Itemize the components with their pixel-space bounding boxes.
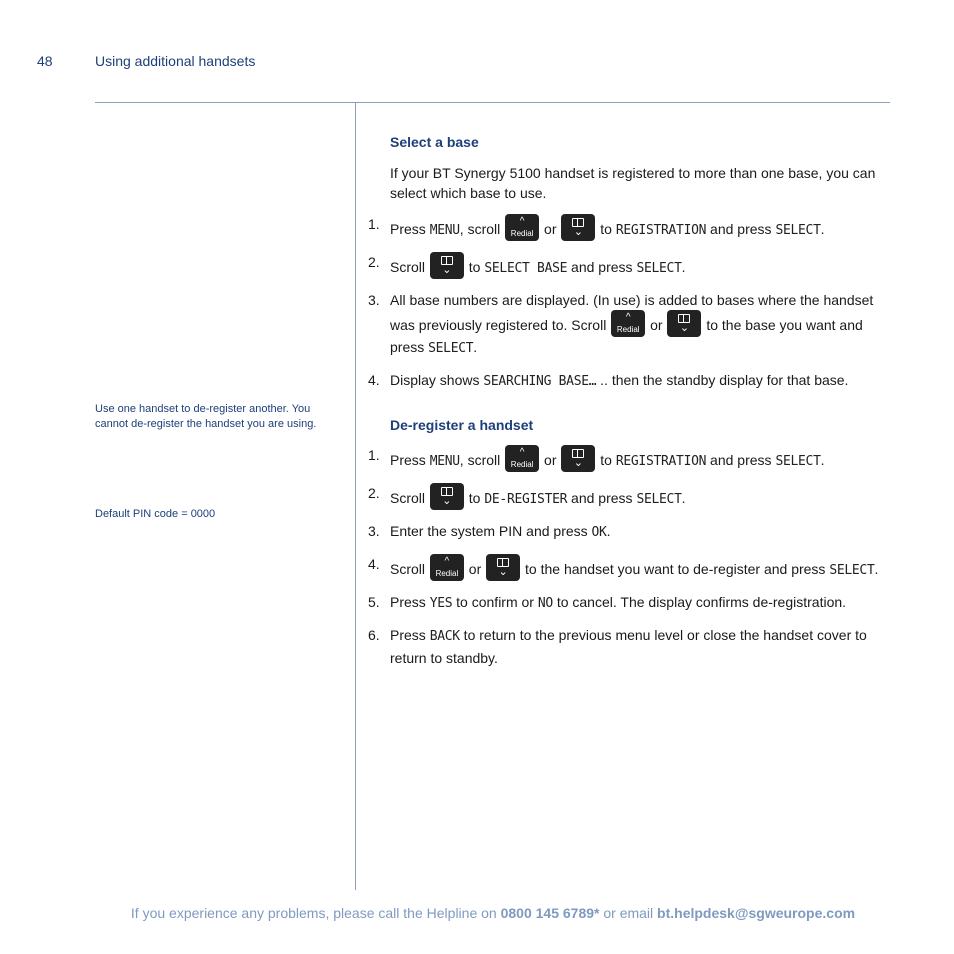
footer-helpline: If you experience any problems, please call the Helpline on 0800 145 6789* or email bt.helpdesk@sgweurope.com	[130, 905, 856, 921]
main-content	[368, 132, 883, 679]
step-number: 3.	[368, 523, 380, 539]
helpdesk-email[interactable]: bt.helpdesk@sgweurope.com	[657, 905, 856, 921]
step-number: 1.	[368, 447, 380, 463]
display-text: MENU	[429, 454, 460, 469]
step-item: 3. All base numbers are displayed. (In use) is added to bases where the handset was previously registered to. Scroll ^ Redial or ⌄ to the base you want and press SELECT.	[368, 291, 874, 356]
display-text: NO	[537, 596, 553, 611]
step-item: 3. Enter the system PIN and press OK.	[368, 523, 611, 540]
chevron-down-icon: ⌄	[573, 457, 583, 469]
section-title-select-base: Select a base	[390, 134, 479, 150]
down-phonebook-key-icon	[430, 252, 464, 279]
display-text: SELECT	[829, 563, 875, 578]
display-text: SELECT	[775, 222, 821, 238]
step-number: 2.	[368, 253, 380, 270]
up-redial-key-icon: ^ Redial	[505, 445, 539, 472]
step-item: 2. Scroll ⌄ to SELECT BASE and press SELECT.	[368, 252, 883, 280]
chevron-down-icon: ⌄	[442, 263, 452, 276]
step-item: 4. Display shows SEARCHING BASE… .. then the standby display for that base.	[368, 372, 849, 389]
step-item: 1. Press MENU, scroll ^ Redial or ⌄ to REGISTRATION and press SELECT.	[368, 214, 883, 242]
down-phonebook-key-icon	[430, 483, 464, 510]
display-text: SELECT	[428, 341, 474, 356]
step-item: 4. Scroll ^ Redial or ⌄ to the handset you want to de-register and press SELECT.	[368, 554, 883, 582]
display-text: BACK	[429, 629, 460, 644]
steps-deregister	[368, 445, 883, 668]
display-text: SELECT	[636, 260, 682, 276]
step-number: 6.	[368, 627, 380, 643]
chevron-down-icon: ⌄	[573, 225, 583, 238]
step-number: 2.	[368, 485, 380, 501]
chevron-up-icon: ^	[444, 556, 450, 567]
steps-select-base	[368, 214, 883, 393]
display-text: YES	[429, 596, 453, 611]
up-redial-key-icon: ^ Redial	[505, 214, 539, 241]
step-number: 3.	[368, 291, 380, 308]
down-phonebook-key-icon	[561, 214, 595, 241]
down-phonebook-key-icon	[667, 310, 701, 337]
display-text: SELECT BASE	[484, 260, 568, 276]
display-text: SEARCHING BASE…	[483, 374, 597, 389]
step-item: 5. Press YES to confirm or NO to cancel. The display confirms de-registration.	[368, 594, 847, 611]
down-phonebook-key-icon	[486, 554, 520, 581]
chevron-up-icon: ^	[625, 312, 631, 323]
display-text: MENU	[429, 222, 460, 238]
display-text: OK	[591, 525, 607, 540]
display-text: SELECT	[636, 492, 682, 507]
display-text: DE-REGISTER	[484, 492, 568, 507]
display-text: REGISTRATION	[615, 222, 707, 238]
step-number: 5.	[368, 594, 380, 610]
page-number: 48	[37, 53, 53, 69]
chevron-down-icon: ⌄	[498, 566, 508, 578]
sidebar-note-pin: Default PIN code = 0000	[95, 508, 216, 520]
up-redial-key-icon: ^ Redial	[611, 310, 645, 337]
up-redial-key-icon: ^ Redial	[430, 554, 464, 581]
column-rule	[355, 102, 356, 890]
step-item: 2. Scroll ⌄ to DE-REGISTER and press SELECT.	[368, 483, 883, 511]
step-item: 1. Press MENU, scroll ^ Redial or ⌄ to REGISTRATION and press SELECT.	[368, 445, 883, 473]
down-phonebook-key-icon	[561, 445, 595, 472]
chevron-up-icon: ^	[519, 215, 525, 227]
step-number: 1.	[368, 215, 380, 232]
section-title-deregister: De-register a handset	[390, 416, 534, 433]
step-number: 4.	[368, 372, 380, 388]
helpline-phone: 0800 145 6789*	[500, 905, 600, 921]
running-title: Using additional handsets	[95, 53, 256, 69]
display-text: SELECT	[775, 454, 821, 469]
chevron-up-icon: ^	[519, 447, 525, 458]
step-item: 6. Press BACK to return to the previous menu level or close the handset cover to return to standby.	[368, 627, 867, 666]
section-intro: If your BT Synergy 5100 handset is registered to more than one base, you can select which base to use.	[390, 164, 876, 201]
display-text: REGISTRATION	[615, 454, 707, 469]
step-number: 4.	[368, 556, 380, 572]
sidebar-note-deregister: Use one handset to de-register another. You cannot de-register the handset you are using.	[95, 403, 317, 430]
chevron-down-icon: ⌄	[679, 322, 690, 334]
top-rule	[95, 102, 890, 103]
chevron-down-icon: ⌄	[442, 495, 452, 507]
